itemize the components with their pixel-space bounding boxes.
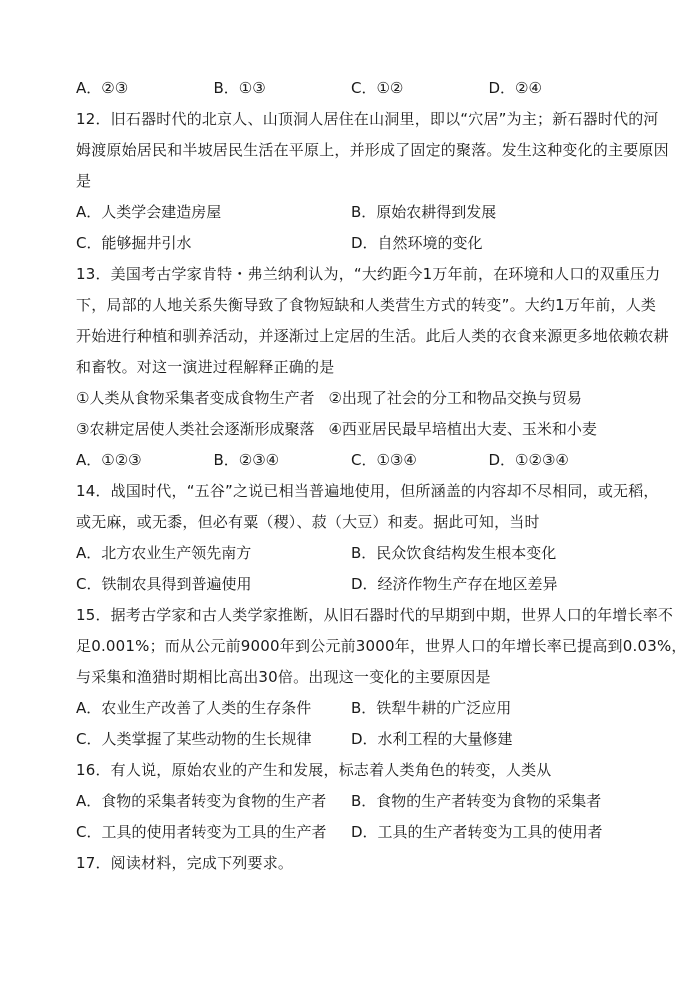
q12-options-row: [76, 233, 626, 253]
q15-options-row: [76, 698, 626, 718]
q15-stem-line: 与采集和渔猎时期相比高出30倍。出现这一变化的主要原因是: [76, 668, 491, 686]
q15-stem-line: 足0.001%；而从公元前9000年到公元前3000年，世界人口的年增长率已提高到0.03%，: [76, 637, 687, 655]
statement-4: ④西亚居民最早培植出大麦、玉米和小麦: [328, 420, 597, 438]
q15-options-row: [76, 729, 626, 749]
q12-stem-line: 姆渡原始居民和半坡居民生活在平原上，并形成了固定的聚落。发生这种变化的主要原因: [76, 141, 669, 159]
q13-stem-line: 13．美国考古学家肯特・弗兰纳利认为，“大约距今1万年前，在环境和人口的双重压力: [76, 265, 661, 283]
option-b: B．②③④: [213, 451, 280, 469]
option-b: B．原始农耕得到发展: [351, 203, 497, 221]
q14-options-row: [76, 543, 626, 563]
q12-options-row: [76, 202, 626, 222]
exam-content: [76, 78, 687, 873]
option-d: D．①②③④: [488, 451, 569, 469]
option-b: B．①③: [213, 79, 266, 97]
option-c: C．①②: [351, 79, 404, 97]
q14-stem-line: 14．战国时代，“五谷”之说已相当普遍地使用，但所涵盖的内容却不尽相同，或无稻，: [76, 482, 659, 500]
option-b: B．铁犁牛耕的广泛应用: [351, 699, 512, 717]
option-c: C．铁制农具得到普遍使用: [76, 575, 252, 593]
q13-statements-row: [76, 419, 626, 439]
q16-options-row: [76, 791, 626, 811]
statement-3: ③农耕定居使人类社会逐渐形成聚落: [76, 420, 315, 438]
q14-options-row: [76, 574, 626, 594]
option-a: A．①②③: [76, 451, 142, 469]
q11-options: [76, 78, 626, 98]
q13-stem-line: 开始进行种植和驯养活动，并逐渐过上定居的生活。此后人类的衣食来源更多地依赖农耕: [76, 327, 669, 345]
q17-stem-line: 17．阅读材料，完成下列要求。: [76, 854, 294, 872]
option-a: A．②③: [76, 79, 129, 97]
q16-options-row: [76, 822, 626, 842]
option-c: C．工具的使用者转变为工具的生产者: [76, 823, 327, 841]
option-c: C．人类掌握了某些动物的生长规律: [76, 730, 312, 748]
option-a: A．北方农业生产领先南方: [76, 544, 252, 562]
option-b: B．食物的生产者转变为食物的采集者: [351, 792, 602, 810]
q13-stem-line: 下，局部的人地关系失衡导致了食物短缺和人类营生方式的转变”。大约1万年前，人类: [76, 296, 657, 314]
q13-options: [76, 450, 626, 470]
q12-stem-line: 12．旧石器时代的北京人、山顶洞人居住在山洞里，即以“穴居”为主；新石器时代的河: [76, 110, 659, 128]
q15-stem-line: 15．据考古学家和古人类学家推断，从旧石器时代的早期到中期，世界人口的年增长率不: [76, 606, 674, 624]
statement-2: ②出现了社会的分工和物品交换与贸易: [328, 389, 582, 407]
q12-stem-line: 是: [76, 172, 92, 190]
option-a: A．食物的采集者转变为食物的生产者: [76, 792, 327, 810]
option-d: D．水利工程的大量修建: [351, 730, 513, 748]
option-d: D．②④: [488, 79, 542, 97]
option-d: D．经济作物生产存在地区差异: [351, 575, 558, 593]
option-c: C．①③④: [351, 451, 417, 469]
option-a: A．人类学会建造房屋: [76, 203, 222, 221]
statement-1: ①人类从食物采集者变成食物生产者: [76, 389, 315, 407]
q16-stem-line: 16．有人说，原始农业的产生和发展，标志着人类角色的转变，人类从: [76, 761, 552, 779]
option-b: B．民众饮食结构发生根本变化: [351, 544, 557, 562]
option-d: D．自然环境的变化: [351, 234, 483, 252]
option-d: D．工具的生产者转变为工具的使用者: [351, 823, 603, 841]
q13-statements-row: [76, 388, 626, 408]
q14-stem-line: 或无麻，或无黍，但必有粟（稷）、菽（大豆）和麦。据此可知，当时: [76, 513, 540, 531]
option-c: C．能够掘井引水: [76, 234, 192, 252]
option-a: A．农业生产改善了人类的生存条件: [76, 699, 312, 717]
q13-stem-line: 和畜牧。对这一演进过程解释正确的是: [76, 358, 335, 376]
